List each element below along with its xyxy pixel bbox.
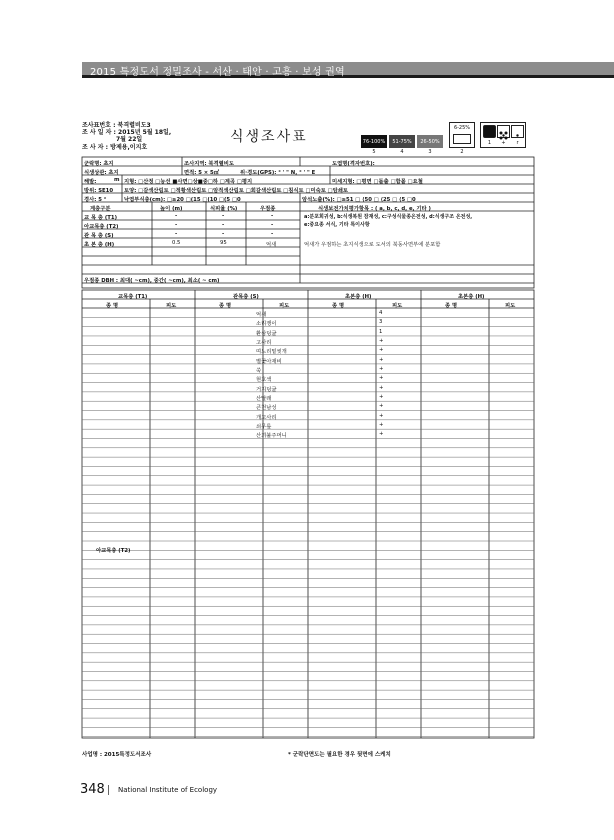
map-number: 도엽명(격자번호): (332, 161, 375, 167)
strata-header-layer: 계층구분 (90, 206, 111, 212)
herb-species-cover: + (379, 431, 384, 438)
gps-coords: 위·경도(GPS): ° ' " N, ° ' " E (240, 170, 316, 176)
section-h1: 초본층 (H) (345, 294, 372, 300)
herb-species-name: 쇠무릎 (256, 423, 272, 430)
cover-num-4: 4 (400, 149, 404, 155)
strata-t2-cover: - (222, 222, 225, 228)
survey-date-2: 7월 22일 (116, 136, 143, 144)
slope: 경사: 5 ° (84, 197, 107, 203)
vegetation-remark: 억새가 우점하는 초지식생으로 도서의 북동사면부에 분포함 (304, 242, 441, 248)
rock-exposure: 암석노출(%): □≥51 □ ⟨50 □ ⟨25 □ ⟨5 □0 (302, 197, 416, 203)
strata-t2-height: - (175, 222, 178, 228)
col-name-2: 종 명 (219, 303, 232, 309)
value-line-1: a:분포희귀성, b:식생복원 잠재성, c:구성식물종온전성, d:식생구조 온전성, (304, 214, 473, 220)
col-name-3: 종 명 (332, 303, 345, 309)
sketch-note: * 군락단면도는 필요한 경우 뒷면에 스케치 (288, 752, 391, 758)
herb-species-name: 억새 (256, 312, 267, 318)
cover-box-2: 51-75% (389, 135, 415, 148)
strata-t1: 교 목 층 (T1) (84, 215, 118, 221)
soc-label-1: 1 (487, 140, 492, 146)
col-cov-4: 피도 (505, 303, 516, 309)
vegetation-type: 식생상관: 초지 (84, 170, 119, 176)
organization-name: National Institute of Ecology (118, 786, 218, 794)
herb-species-cover: + (379, 375, 384, 382)
chapter-title: 2015 특정도서 정밀조사 - 서산 · 태안 · 고흥 · 보성 권역 (90, 67, 345, 78)
survey-date: 조 사 일 자 : 2015년 5월 18일, (82, 129, 172, 137)
survey-region: 조사지역: 북격렬비도 (184, 161, 235, 167)
micro-terrain: 미세지형: □평면 □돌출 □함몰 □요철 (332, 179, 423, 185)
strata-s: 관 목 층 (S) (84, 233, 114, 239)
section-s: 관목층 (S) (233, 294, 259, 300)
herb-species-cover: 4 (379, 310, 383, 316)
herb-species-name: 별꽃아재비 (256, 358, 282, 365)
herb-species-cover: 3 (379, 319, 383, 326)
soc-label-3: r (516, 140, 519, 146)
herb-species-name: 개고사리 (256, 414, 277, 421)
herb-species-name: 산괴불주머니 (256, 433, 287, 440)
herb-species-name: 현호색 (256, 377, 272, 384)
section-h2: 초본층 (H) (458, 294, 485, 300)
herb-species-name: 쑥 (256, 367, 262, 374)
soc-label-2: + (501, 140, 506, 146)
subcanopy-label: 아교목층 (T2) (96, 548, 131, 554)
strata-t1-height: - (175, 213, 178, 219)
herb-species-cover: 1 (379, 328, 383, 335)
herb-species-cover: + (379, 347, 384, 354)
value-line-2: e:중요종 서식, 기타 특이사항 (304, 222, 370, 228)
survey-number: 조사표번호 : 북격렬비도3 (82, 122, 151, 129)
strata-h: 초 본 층 (H) (84, 242, 115, 248)
strata-header-cover: 식피율 (%) (210, 206, 238, 212)
page-separator (108, 785, 109, 795)
herb-species-cover: + (379, 412, 384, 419)
group-name: 군락명: 초지 (84, 161, 114, 167)
elevation-label: 해발: (84, 179, 97, 185)
strata-s-dominant: - (271, 231, 274, 237)
strata-header-dominant: 우점종 (260, 206, 276, 212)
col-name-4: 종 명 (445, 303, 458, 309)
cover-small-label: 6-25% (453, 125, 471, 131)
herb-species-cover: + (379, 421, 384, 428)
herb-species-cover: + (379, 384, 384, 391)
terrain: 지형: □산정 □능선 ■사면□상■중□하 □계곡 □평지 (124, 179, 253, 185)
col-cov-3: 피도 (392, 303, 403, 309)
strata-t1-cover: - (222, 213, 225, 219)
section-t1: 교목층 (T1) (118, 294, 148, 300)
herb-species-name: 큰천남성 (256, 405, 277, 412)
herb-species-name: 거지덩굴 (256, 386, 277, 393)
strata-s-cover: - (222, 231, 225, 237)
herb-species-name: 산딸래 (256, 395, 272, 402)
cover-num-2: 2 (460, 149, 464, 155)
cover-num-3: 3 (428, 149, 432, 155)
project-name: 사업명 : 2015특정도서조사 (82, 752, 152, 758)
herb-species-cover: + (379, 365, 384, 372)
herb-species-cover: + (379, 403, 384, 410)
plot-area: 면적: 5 × 5㎡ (184, 170, 219, 176)
herb-species-cover: + (379, 337, 384, 344)
elevation-unit: m (114, 177, 120, 183)
cover-num-5: 5 (372, 149, 376, 155)
herb-species-name: 환삼덩굴 (256, 330, 277, 337)
page-number: 348 (80, 782, 105, 797)
strata-header-height: 높이 (m) (160, 206, 183, 212)
value-title: 식생보전가치평가항목 : ( a, b, c, d, e, 기타 ) (318, 206, 431, 212)
herb-species-name: 며느리밑씻개 (256, 349, 287, 356)
strata-t2-dominant: - (271, 222, 274, 228)
aspect: 방위: SE10 (84, 188, 114, 194)
litter-layer: 낙엽부식층(cm): □≥20 □(15 □(10 □(5 □0 (124, 197, 241, 203)
cover-box-1: 76-100% (361, 135, 387, 148)
herb-species-cover: + (379, 393, 384, 400)
strata-h-dominant: 억새 (266, 242, 277, 248)
strata-h-cover: 95 (220, 240, 227, 246)
strata-t1-dominant: - (271, 213, 274, 219)
dominant-dbh: 우점종 DBH : 최대( ~cm), 중간( ~cm), 최소( ~ cm) (84, 278, 220, 284)
col-name-1: 종 명 (106, 303, 119, 309)
col-cov-1: 피도 (166, 303, 177, 309)
herb-species-name: 소리쟁이 (256, 321, 277, 328)
strata-h-height: 0.5 (172, 240, 181, 246)
herb-species-name: 고사리 (256, 339, 272, 346)
strata-s-height: - (175, 231, 178, 237)
col-cov-2: 피도 (279, 303, 290, 309)
surveyor: 조 사 자 : 방제용,이지호 (82, 143, 148, 151)
cover-box-3: 26-50% (417, 135, 443, 148)
soil-type: 토양: □갈색산림토 □적황색산림토 □암적색산림토 □회갈색산림토 □침식토 □미숙토 □암쇄토 (124, 188, 349, 194)
form-title: 식생조사표 (230, 129, 308, 145)
herb-species-cover: + (379, 356, 384, 363)
strata-t2: 아교목층 (T2) (84, 224, 119, 230)
